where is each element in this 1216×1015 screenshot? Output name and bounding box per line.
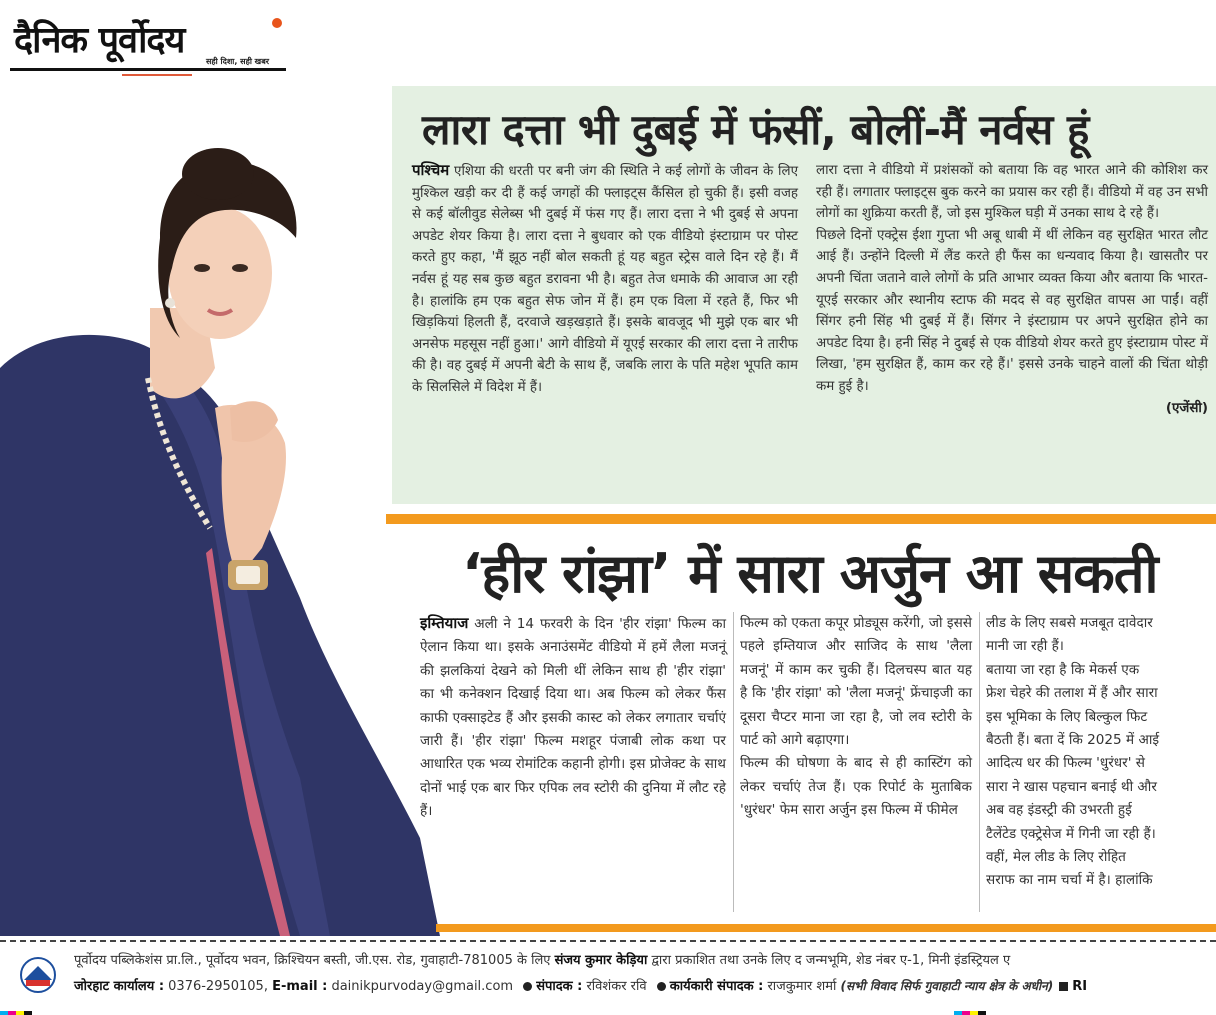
story2-column-1 [420,612,726,824]
imprint-publisher-text: पूर्वोदय पब्लिकेशंस प्रा.लि., पूर्वोदय भवन, क्रिश्चियन बस्ती, जी.एस. रोड, गुवाहाटी-781005 के लिए [74,953,555,968]
office-phone: 0376-2950105, [164,979,273,994]
editor-name: रविशंकर रवि [582,979,651,994]
newspaper-tagline: सही दिशा, सही खबर [206,57,270,66]
bullet-icon [657,982,666,991]
imprint-printer-text: द्वारा प्रकाशित तथा उनके लिए द जन्मभूमि, शेड नंबर ए-1, मिनी इंडस्ट्रियल ए [647,953,1011,968]
story2-column-3-line: आदित्य धर की फिल्म 'धुरंधर' से [986,755,1145,772]
email-label: E-mail : [272,979,328,994]
square-bullet-icon [1059,982,1068,991]
column-rule [979,612,980,912]
office-label: जोरहाट कार्यालय : [74,979,165,994]
executive-editor-name: राजकुमार शर्मा [763,979,841,994]
story2-column-3-line: वहीं, मेल लीड के लिए रोहित [986,849,1126,866]
story2-column-2-para-1: फिल्म को एकता कपूर प्रोड्यूस करेंगी, जो इससे पहले इम्तियाज और साजिद के साथ 'लैला मजनूं' में काम कर चुकी हैं। दिलचस्प बात यह है कि 'हीर रांझा' को 'लैला मजनूं' फ्रेंचाइजी का दूसरा चैप्टर माना जा रहा है, जो लव स्टोरी के पार्ट को आगे बढ़ाएगा। [740,615,972,749]
imprint-footer [0,940,1216,1000]
registration-marks-right [954,1004,986,1012]
story1-column-1 [412,160,798,399]
logo-dot-icon [272,18,282,28]
story1-column-2 [816,160,1208,419]
story2-column-2 [740,612,972,823]
story-lara-dutta [392,86,1216,504]
bullet-icon [523,982,532,991]
column-rule [733,612,734,912]
imprint-tail-text: RI [1072,979,1088,994]
story2-column-3-line: लीड के लिए सबसे मजबूत दावेदार [986,615,1153,631]
imprint-line-1 [74,950,1010,968]
story2-column-3-line: बैठती हैं। बता दें कि 2025 में आई [986,732,1160,749]
story2-lead-word: इम्तियाज [420,614,469,632]
story2-column-3-line: मानी जा रही हैं। [986,638,1064,655]
bottom-divider-band [436,924,1216,932]
story1-column-1-text: एशिया की धरती पर बनी जंग की स्थिति ने कई लोगों के जीवन के लिए मुश्किल खड़ी कर दी हैं कई जगहों की फ्लाइट्स कैंसिल हो चुकी हैं। इसी वजह से कई बॉलीवुड सेलेब्स भी दुबई में फंस गए हैं। लारा दत्ता ने भी दुबई से अपना अपडेट शेयर किया है। लारा दत्ता ने बुधवार को एक वीडियो इंस्टाग्राम पर पोस्ट करते हुए कहा, 'मैं झूठ नहीं बोल सकती हूं यह बहुत स्ट्रेस वाले दिन रहे हैं। मैं नर्वस हूं यह सब कुछ बहुत डरावना भी है। बहुत तेज धमाके की आवाज आ रही है। हालांकि हम एक बहुत सेफ जोन में हैं। हम एक विला में रहते हैं, फिर भी खिड़कियां हिलती हैं, दरवाजे खड़खड़ाते हैं। इसके बावजूद भी मुझे एक बार भी अनसेफ महसूस नहीं हुआ।' आगे वीडियो में यूएई सरकार की लारा दत्ता ने तारीफ की है। वह दुबई में अपनी बेटी के साथ हैं, जबकि लारा के पति महेश भूपति काम के सिलसिले में विदेश में हैं। [412,164,798,395]
story2-column-3-line: टैलेंटेड एक्ट्रेसेज में गिनी जा रही हैं। [986,825,1156,842]
story1-column-2-para-2: पिछले दिनों एक्ट्रेस ईशा गुप्ता भी अबू धाबी में थीं लेकिन वह सुरक्षित भारत लौट आई हैं। उन्होंने दिल्ली में लैंड करते ही फैंस का धन्यवाद किया है। खासतौर पर अपनी चिंता जताने वाले लोगों के प्रति आभार व्यक्त किया और बताया कि भारत-यूएई सरकार और स्थानीय स्टाफ की मदद से वह सुरक्षित वापस आ पाईं। वहीं सिंगर हनी सिंह भी दुबई में हैं। सिंगर ने इंस्टाग्राम पर अपने सुरक्षित होने का अपडेट दिया है। हनी सिंह ने दुबई से एक वीडियो शेयर करते हुए इंस्टाग्राम पोस्ट में लिखा, 'हम सुरक्षित हैं, काम कर रहे हैं।' इससे उनके चाहने वालों की चिंता थोड़ी कम हुई है। [816,227,1208,394]
story2-column-2-para-2: फिल्म की घोषणा के बाद से ही कास्टिंग को लेकर चर्चाएं तेज हैं। एक रिपोर्ट के मुताबिक 'धुरंधर' फेम सारा अर्जुन इस फिल्म में फीमेल [740,755,972,819]
masthead-redline [122,74,192,76]
imprint-publisher-name: संजय कुमार केड़िया [554,953,648,968]
story1-agency-credit: (एजेंसी) [1165,400,1208,416]
registration-marks-left [0,1004,32,1012]
story2-column-3-line: फ्रेश चेहरे की तलाश में हैं और सारा [986,685,1158,702]
actress-photo [0,78,440,936]
story2-column-3-line: बताया जा रहा है कि मेकर्स एक [986,661,1140,678]
story2-column-3-line: अब वह इंडस्ट्री की उभरती हुई [986,802,1132,819]
editor-label: संपादक : [536,979,583,994]
jurisdiction-note: (सभी विवाद सिर्फ गुवाहाटी न्याय क्षेत्र के अधीन) [840,979,1054,993]
executive-editor-label: कार्यकारी संपादक : [669,979,764,994]
actress-illustration [0,78,440,936]
story2-column-3-line: सराफ का नाम चर्चा में है। हालांकि [986,872,1153,889]
imprint-line-2 [74,976,1087,994]
story2-column-3-line: इस भूमिका के लिए बिल्कुल फिट [986,708,1148,725]
publisher-logo-icon [12,956,64,994]
story2-headline: ‘हीर रांझा’ में सारा अर्जुन आ सकती [462,542,1158,605]
masthead-rule [10,68,286,71]
story2-column-1-text: अली ने 14 फरवरी के दिन 'हीर रांझा' फिल्म का ऐलान किया था। इसके अनाउंसमेंट वीडियो में हमें लैला मजनूं की झलकियां देखने को मिली थीं लेकिन साथ ही 'हीर रांझा' का भी कनेक्शन दिखाई दिया था। अब फिल्म को लेकर फैंस काफी एक्साइटेड हैं और इसकी कास्ट को लेकर लगातार चर्चाएं जारी हैं। 'हीर रांझा' फिल्म मशहूर पंजाबी लोक कथा पर आधारित एक भव्य रोमांटिक कहानी होगी। इस प्रोजेक्ट के साथ दोनों भाई एक बार फिर एपिक लव स्टोरी की दुनिया में लौट रहे हैं। [420,616,726,820]
story1-lead-word: पश्चिम [412,161,450,179]
story2-column-3-line: सारा ने खास पहचान बनाई थी और [986,778,1157,795]
story1-column-2-para-1: लारा दत्ता ने वीडियो में प्रशंसकों को बताया कि वह भारत आने की कोशिश कर रही हैं। लगातार फ्लाइट्स बुक करने का प्रयास कर रही हैं। वीडियो में वह उन सभी लोगों का शुक्रिया करती हैं, जो इस मुश्किल घड़ी में उनका साथ दे रहे हैं। [816,163,1208,222]
email-address: dainikpurvoday@gmail.com [327,979,518,994]
story1-headline: लारा दत्ता भी दुबई में फंसीं, बोलीं-मैं नर्वस हूं [422,105,1089,154]
masthead [10,8,290,74]
section-divider-band [386,514,1216,524]
newspaper-name: दैनिक पूर्वोदय [14,20,185,61]
story2-column-3 [986,612,1216,893]
